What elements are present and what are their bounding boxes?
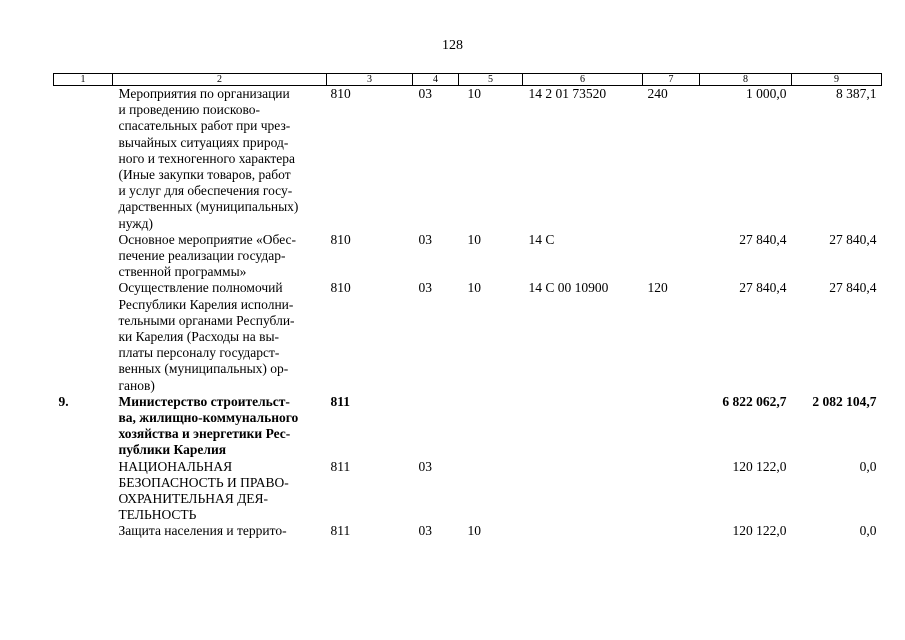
page-number: 128 <box>442 38 463 53</box>
row-name <box>113 394 327 459</box>
vr-code <box>643 459 700 524</box>
row-number <box>54 523 113 539</box>
row-name <box>113 280 327 393</box>
csr-code: 14 С <box>528 231 555 247</box>
ved-code: 811 <box>330 458 351 474</box>
row-name-line: публики Карелия <box>118 442 227 458</box>
row-name-line: нужд) <box>118 215 153 231</box>
row-name-line: тельными органами Республи- <box>118 312 295 328</box>
column-header-5: 5 <box>459 74 523 86</box>
row-name <box>113 232 327 281</box>
csr-code: 14 С 00 10900 <box>528 280 609 296</box>
row-name <box>113 86 327 232</box>
vr-code <box>643 523 700 539</box>
row-name-line: (Иные закупки товаров, работ <box>118 167 291 183</box>
column-header-6: 6 <box>523 74 643 86</box>
column-header-9: 9 <box>792 74 882 86</box>
row-number <box>54 232 113 281</box>
row-name-line: платы персоналу государст- <box>118 345 280 361</box>
row-name-line: дарственных (муниципальных) <box>118 199 299 215</box>
column-number-header <box>54 74 882 86</box>
rz-code: 03 <box>418 523 432 539</box>
pr-code: 10 <box>467 523 481 539</box>
csr-code <box>523 459 643 524</box>
column-header-8: 8 <box>700 74 792 86</box>
amount-year-1: 27 840,4 <box>739 231 787 247</box>
amount-year-2: 8 387,1 <box>836 86 877 101</box>
row-name-line: Республики Карелия исполни- <box>118 296 294 312</box>
row-name-line: и услуг для обеспечения госу- <box>118 183 293 199</box>
row-number <box>54 86 113 232</box>
row-name-line: печение реализации государ- <box>118 248 286 264</box>
rz-code <box>413 394 459 459</box>
ved-code: 810 <box>330 231 351 247</box>
amount-year-2: 27 840,4 <box>829 280 877 296</box>
amount-year-2: 0,0 <box>859 458 877 474</box>
table-row <box>54 459 882 524</box>
row-number <box>54 280 113 393</box>
row-name <box>113 459 327 524</box>
row-name-line: спасательных работ при чрез- <box>118 118 291 134</box>
row-name <box>113 523 327 539</box>
table-row <box>54 523 882 539</box>
column-header-1: 1 <box>54 74 113 86</box>
pr-code <box>459 394 523 459</box>
row-name-line: Мероприятия по организации <box>118 86 290 101</box>
table-row <box>54 232 882 281</box>
amount-year-1: 1 000,0 <box>746 86 787 101</box>
column-header-2: 2 <box>113 74 327 86</box>
row-name-line: Осуществление полномочий <box>118 280 283 296</box>
rz-code: 03 <box>418 86 432 101</box>
row-name-line: вычайных ситуациях природ- <box>118 134 289 150</box>
amount-year-1: 120 122,0 <box>732 458 787 474</box>
row-name-line: и проведению поисково- <box>118 102 261 118</box>
rz-code: 03 <box>418 458 432 474</box>
vr-code: 120 <box>647 280 668 296</box>
row-name-line: НАЦИОНАЛЬНАЯ <box>118 458 233 474</box>
pr-code: 10 <box>467 280 481 296</box>
column-header-3: 3 <box>327 74 413 86</box>
amount-year-1: 27 840,4 <box>739 280 787 296</box>
csr-code <box>523 523 643 539</box>
vr-code: 240 <box>647 86 668 101</box>
ved-code: 811 <box>330 393 351 409</box>
ved-code: 811 <box>330 523 351 539</box>
row-number: 9. <box>58 393 69 409</box>
row-name-line: хозяйства и энергетики Рес- <box>118 426 291 442</box>
row-name-line: ки Карелия (Расходы на вы- <box>118 329 280 345</box>
rz-code: 03 <box>418 231 432 247</box>
amount-year-2: 27 840,4 <box>829 231 877 247</box>
row-name-line: Защита населения и террито- <box>118 523 287 539</box>
row-name-line: ТЕЛЬНОСТЬ <box>118 507 197 523</box>
amount-year-2: 2 082 104,7 <box>812 393 877 409</box>
ved-code: 810 <box>330 86 351 101</box>
budget-table <box>53 73 882 540</box>
csr-code: 14 2 01 73520 <box>528 86 607 101</box>
row-name-line: венных (муниципальных) ор- <box>118 361 289 377</box>
amount-year-1: 120 122,0 <box>732 523 787 539</box>
pr-code <box>459 459 523 524</box>
pr-code: 10 <box>467 231 481 247</box>
row-name-line: БЕЗОПАСНОСТЬ И ПРАВО- <box>118 474 289 490</box>
vr-code <box>643 232 700 281</box>
row-name-line: ва, жилищно-коммунального <box>118 410 299 426</box>
column-header-4: 4 <box>413 74 459 86</box>
row-number <box>54 459 113 524</box>
pr-code: 10 <box>467 86 481 101</box>
row-name-line: Основное мероприятие «Обес- <box>118 231 297 247</box>
amount-year-1: 6 822 062,7 <box>722 393 787 409</box>
ved-code: 810 <box>330 280 351 296</box>
table-row <box>54 280 882 393</box>
csr-code <box>523 394 643 459</box>
table-row <box>54 394 882 459</box>
row-name-line: ного и техногенного характера <box>118 150 296 166</box>
row-name-line: ганов) <box>118 377 155 393</box>
amount-year-2: 0,0 <box>859 523 877 539</box>
table-body <box>54 86 882 540</box>
rz-code: 03 <box>418 280 432 296</box>
column-header-7: 7 <box>643 74 700 86</box>
row-name-line: Министерство строительст- <box>118 393 290 409</box>
table-row <box>54 86 882 232</box>
row-name-line: ОХРАНИТЕЛЬНАЯ ДЕЯ- <box>118 491 269 507</box>
vr-code <box>643 394 700 459</box>
row-name-line: ственной программы» <box>118 264 247 280</box>
